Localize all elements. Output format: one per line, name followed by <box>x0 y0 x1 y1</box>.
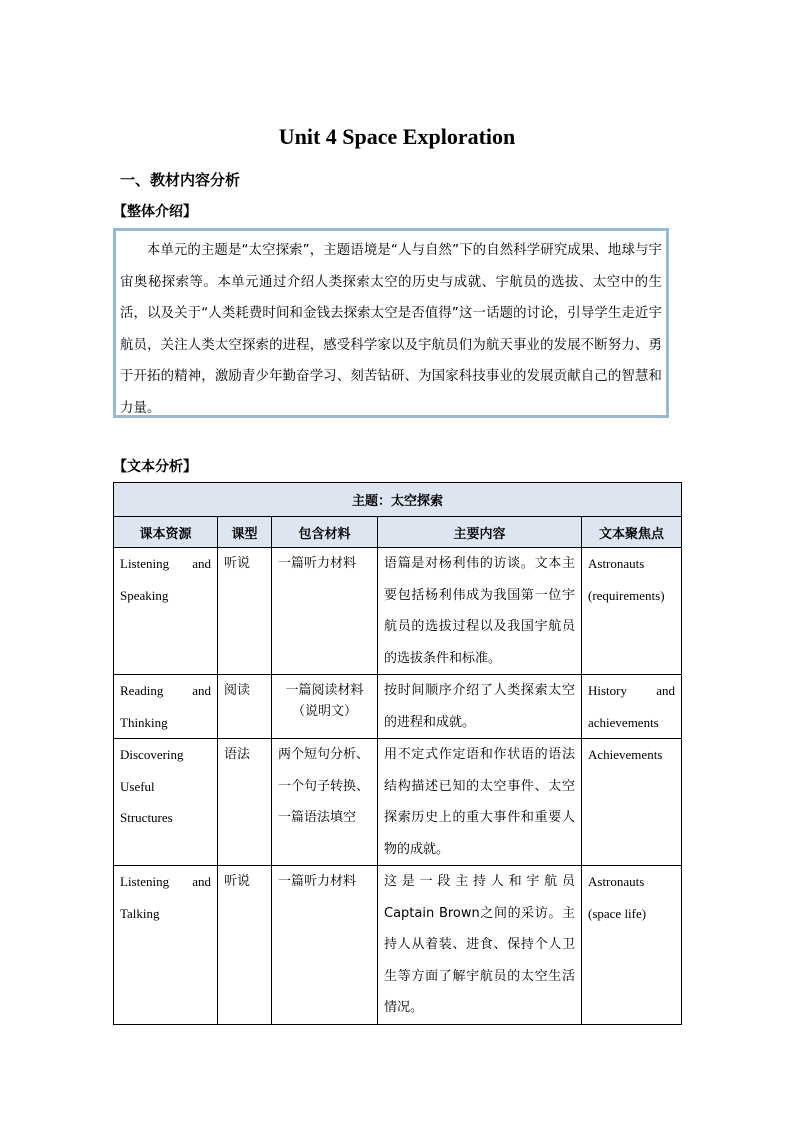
material-line: （说明文） <box>291 704 357 719</box>
text-analysis-table <box>113 482 682 1025</box>
material-line: 一篇语法填空 <box>278 810 357 825</box>
main-content-cell: 这是一段主持人和宇航员Captain Brown之间的采访。主持人从着装、进食、保持个人卫生等方面了解宇航员的太空生活情况。 <box>378 866 582 1025</box>
main-content-cell: 语篇是对杨利伟的访谈。文本主要包括杨利伟成为我国第一位宇航员的选拔过程以及我国宇航员的选拔条件和标准。 <box>378 548 582 675</box>
resource-line: Discovering <box>120 747 184 762</box>
resource-line: Talking <box>120 905 160 921</box>
overview-text: 本单元的主题是“太空探索”，主题语境是“人与自然”下的自然科学研究成果、地球与宇宙奥秘探索等。本单元通过介绍人类探索太空的历史与成就、宇航员的选拔、太空中的生活，以及关于“人类耗费时间和金钱去探索太空是否值得”这一话题的讨论，引导学生走近宇航员，关注人类太空探索的进程，感受科学家以及宇航员们为航天事业的发展不断努力、勇于开拓的精神，激励青少年勤奋学习、刻苦钻研、为国家科技事业的发展贡献自己的智慧和力量。 <box>120 243 662 416</box>
type-cell: 听说 <box>218 866 272 1025</box>
table-row <box>114 675 682 739</box>
resource-line: Thinking <box>120 714 168 730</box>
focus-line: Achievements <box>588 747 663 762</box>
resource-line: Useful <box>120 778 155 794</box>
text-analysis-heading: 【文本分析】 <box>113 459 197 475</box>
overview-heading: 【整体介绍】 <box>113 204 197 220</box>
focus-cell <box>582 866 682 1025</box>
resource-line: Speaking <box>120 587 169 603</box>
focus-line: History and <box>588 683 676 698</box>
resource-cell <box>114 866 218 1025</box>
table-row <box>114 548 682 675</box>
resource-cell <box>114 739 218 866</box>
main-content-cell: 用不定式作定语和作状语的语法结构描述已知的太空事件、太空探索历史上的重大事件和重要人物的成就。 <box>378 739 582 866</box>
focus-cell <box>582 675 682 739</box>
materials-cell <box>272 675 378 739</box>
overview-box <box>113 228 669 418</box>
resource-line: Reading and <box>120 683 211 698</box>
table-row <box>114 866 682 1025</box>
materials-cell <box>272 866 378 1025</box>
column-header-main-content: 主要内容 <box>378 517 582 548</box>
material-line: 一篇听力材料 <box>278 874 357 889</box>
column-header-type: 课型 <box>218 517 272 548</box>
material-line: 两个短句分析、 <box>278 747 370 762</box>
type-cell: 听说 <box>218 548 272 675</box>
document-title: Unit 4 Space Exploration <box>278 124 516 149</box>
focus-line: Astronauts <box>588 556 645 571</box>
material-line: 一篇阅读材料 <box>285 683 364 698</box>
focus-line: Astronauts <box>588 874 645 889</box>
material-line: 一个句子转换、 <box>278 778 370 794</box>
section-heading-textbook-analysis: 一、教材内容分析 <box>120 171 241 189</box>
resource-line: Structures <box>120 810 173 825</box>
column-header-focus: 文本聚焦点 <box>582 517 682 548</box>
main-content-cell: 按时间顺序介绍了人类探索太空的进程和成就。 <box>378 675 582 739</box>
type-cell: 语法 <box>218 739 272 866</box>
type-cell: 阅读 <box>218 675 272 739</box>
focus-line: achievements <box>588 714 659 730</box>
column-header-resource: 课本资源 <box>114 517 218 548</box>
table-theme-cell: 主题：太空探索 <box>114 483 682 517</box>
materials-cell <box>272 548 378 675</box>
table-row <box>114 739 682 866</box>
resource-line: Listening and <box>120 556 211 571</box>
materials-cell <box>272 739 378 866</box>
resource-line: Listening and <box>120 874 211 889</box>
focus-cell <box>582 548 682 675</box>
focus-cell <box>582 739 682 866</box>
column-header-materials: 包含材料 <box>272 517 378 548</box>
focus-line: (space life) <box>588 905 647 921</box>
material-line: 一篇听力材料 <box>278 556 357 571</box>
resource-cell <box>114 548 218 675</box>
resource-cell <box>114 675 218 739</box>
focus-line: (requirements) <box>588 587 665 603</box>
